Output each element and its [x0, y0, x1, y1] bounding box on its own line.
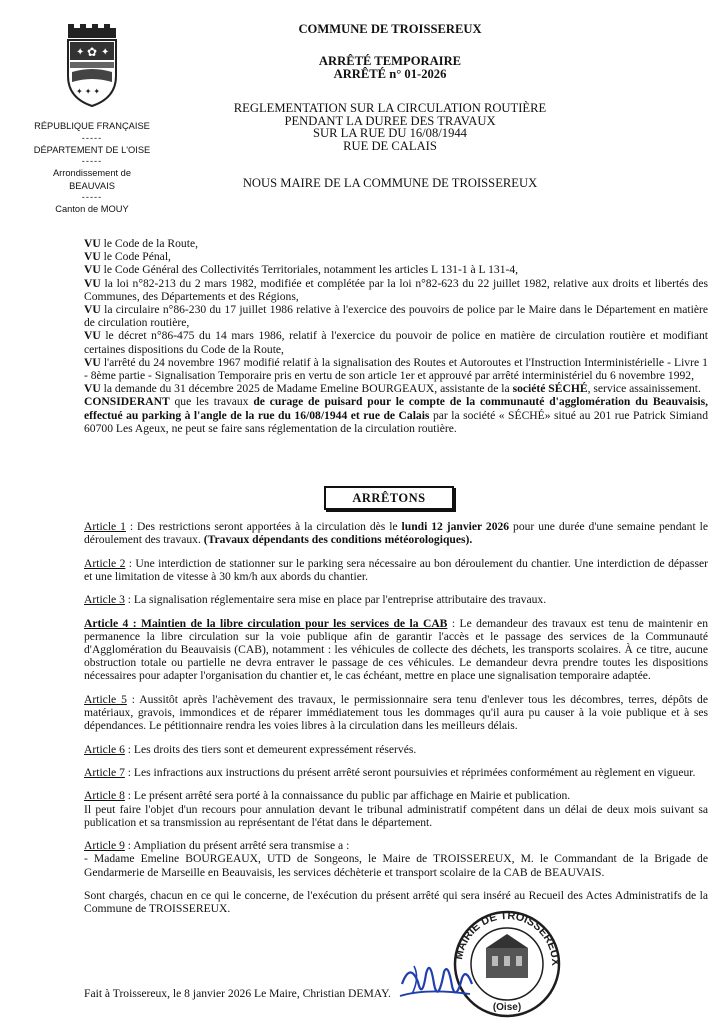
- commune-title: COMMUNE DE TROISSEREUX: [298, 22, 482, 36]
- vu-item: VU le Code Général des Collectivités Territoriales, notamment les articles L 131-1 à L 131-4,: [84, 263, 519, 277]
- arretons-box: ARRÊTONS: [324, 486, 454, 510]
- svg-text:✿: ✿: [87, 45, 98, 59]
- departement-label: DÉPARTEMENT DE L'OISE: [33, 144, 151, 155]
- title-line: PENDANT LA DUREE DES TRAVAUX: [284, 113, 496, 128]
- stamp-bottom-text: (Oise): [492, 1002, 522, 1013]
- arrete-heading: [180, 55, 600, 80]
- stamp-text: MAIRIE DE TROISSEREUX: [453, 909, 562, 966]
- title-line: SUR LA RUE DU 16/08/1944: [313, 126, 467, 140]
- title-line: RUE DE CALAIS: [343, 138, 437, 153]
- arrete-number: ARRÊTÉ n° 01-2026: [333, 66, 447, 81]
- vu-item: VU le décret n°86-475 du 14 mars 1986, relatif à l'exercice du pouvoir de police en matière de circulation routière et modifiant certaines dispositions du Code de la Route,: [84, 329, 708, 356]
- coat-of-arms-icon: [62, 22, 122, 108]
- vu-item: VU la demande du 31 décembre 2025 de Madame Emeline BOURGEAUX, assistante de la société SÉCHÉ, service assainissement.: [84, 382, 701, 396]
- maire-declaration: NOUS MAIRE DE LA COMMUNE DE TROISSEREUX: [242, 176, 538, 190]
- article-4: Article 4 : Maintien de la libre circulation pour les services de la CAB : Le demandeur des travaux est tenu de maintenir en permanence la libre circulation sur la voie publique afin de garantir l'accès et le passage des services de la Communauté d'Agglomération du Beauvaisis (CAB), notamment : les véhicules de collecte des déchets, les transports scolaires. À ce titre, aucune obstruction totale ou partielle ne devra entraver le passage de ces véhicules. Le demandeur devra prendre toutes les dispositions nécessaires pour adapter l'organisation du chantier et, le cas échéant, mettre en place une signalisation temporaire adaptée.: [84, 616, 708, 683]
- svg-text:✦: ✦: [101, 47, 110, 58]
- vu-item: VU le Code Pénal,: [84, 250, 171, 264]
- article-5: Article 5 : Aussitôt après l'achèvement des travaux, le permissionnaire sera tenu d'enlever tous les décombres, terres, dépôts de matériaux, gravois, immondices et de réparer immédiatement tous les dommages qu'il aura pu causer à la voie publique et à ses dépendances. Le pétitionnaire rendra les voies libres à la circulation dans les meilleurs délais.: [84, 692, 709, 733]
- article-3: Article 3 : La signalisation réglementaire sera mise en place par l'entreprise attributaire des travaux.: [84, 593, 547, 607]
- mayor-signature: [396, 954, 476, 1012]
- arrete-type: ARRÊTÉ TEMPORAIRE: [318, 54, 462, 68]
- article-9: Article 9 : Ampliation du présent arrêté sera transmise a : - Madame Emeline BOURGEAUX, UTD de Songeons, le Maire de TROISSEREUX, M. le Commandant de la Brigade de Gendarmerie de Marseille en Beauvaisis, les services déchèterie et transport scolaire de la CAB de BEAUVAIS.: [84, 839, 708, 879]
- vu-item: VU la loi n°82-213 du 2 mars 1982, modifiée et complétée par la loi n°82-623 du 22 juillet 1982, relative aux droits et libertés des Communes, des Départements et des Régions,: [84, 276, 709, 303]
- administrative-header: [10, 120, 174, 216]
- canton-label: Canton de MOUY: [55, 204, 129, 214]
- separator: -----: [81, 156, 103, 166]
- arrondissement-label: Arrondissement de: [52, 168, 132, 178]
- vu-item: VU l'arrêté du 24 novembre 1967 modifié relatif à la signalisation des Routes et Autoroutes et l'Instruction Interministérielle - Livre 1 - 8ème partie - Signalisation Temporaire pris en vertu de son article 1er et approuvé par arrêté interministériel du 6 novembre 1992,: [84, 355, 708, 383]
- svg-text:✦: ✦: [76, 47, 85, 58]
- vu-item: VU le Code de la Route,: [84, 237, 198, 250]
- separator: -----: [81, 132, 103, 143]
- article-1: Article 1 : Des restrictions seront apportées à la circulation dès le lundi 12 janvier 2026 pour une durée d'une semaine pendant le déroulement des travaux. (Travaux dépendants des conditions météorologiques).: [84, 520, 708, 547]
- article-6: Article 6 : Les droits des tiers sont et demeurent expressément réservés.: [84, 742, 417, 756]
- svg-text:✦ ✦ ✦: ✦ ✦ ✦: [76, 87, 101, 96]
- articles-section: [84, 520, 708, 926]
- vu-section: [84, 237, 708, 435]
- article-8: Article 8 : Le présent arrêté sera porté à la connaissance du public par affichage en Mairie et publication. Il peut faire l'objet d'un recours pour annulation devant le tribunal administratif compétent dans un délai de deux mois suivant sa publication et sa transmission au représentant de l'état dans le département.: [84, 789, 708, 829]
- republique-label: RÉPUBLIQUE FRANÇAISE: [34, 121, 150, 131]
- arrondissement-name: BEAUVAIS: [69, 180, 115, 191]
- article-7: Article 7 : Les infractions aux instructions du présent arrêté seront poursuivies et réprimées conformément au règlement en vigueur.: [84, 765, 696, 779]
- considerant-paragraph: CONSIDERANT que les travaux de curage de puisard pour le compte de la communauté d'agglomération du Beauvaisis, effectué au parking à l'angle de la rue du 16/08/1944 et rue de Calais par la société « SÉCHÉ» situé au 201 rue Patrick Simiand 60700 Les Ageux, ne peut se faire sans réglementation de la circulation routière.: [84, 395, 708, 435]
- title-line: REGLEMENTATION SUR LA CIRCULATION ROUTIÈRE: [233, 101, 547, 115]
- article-2: Article 2 : Une interdiction de stationner sur le parking sera nécessaire au bon déroulement du chantier. Une interdiction de dépasser et une limitation de vitesse à 30 km/h aux abords du chantier.: [84, 556, 708, 583]
- vu-item: VU la circulaire n°86-230 du 17 juillet 1986 relative à l'exercice des pouvoirs de police par le Maire dans le Département en matière de circulation routière,: [84, 303, 709, 330]
- charges-paragraph: Sont chargés, chacun en ce qui le concerne, de l'exécution du présent arrêté qui sera inséré au Recueil des Actes Administratifs de la Commune de TROISSEREUX.: [84, 888, 708, 916]
- separator: -----: [81, 192, 103, 202]
- document-title: [180, 102, 600, 152]
- signature-line: Fait à Troissereux, le 8 janvier 2026 Le Maire, Christian DEMAY.: [84, 987, 391, 1000]
